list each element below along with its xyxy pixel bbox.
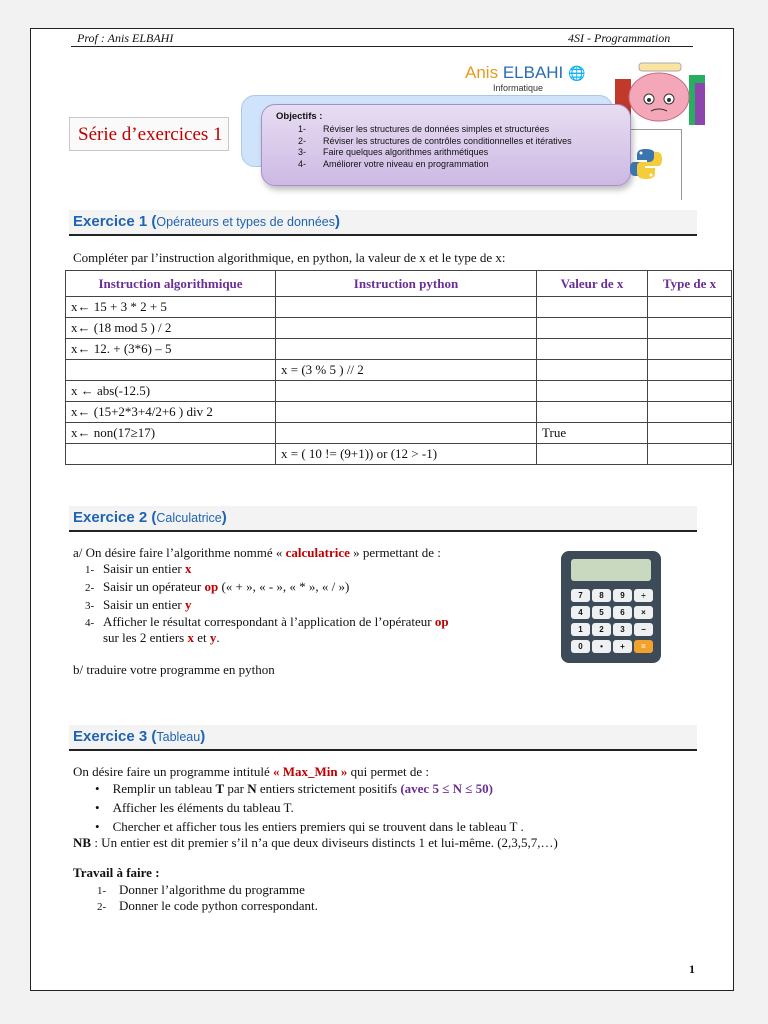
table-cell	[648, 318, 732, 339]
exercise-3-bullet: • Chercher et afficher tous les entiers premiers qui se trouvent dans le tableau T .	[95, 819, 524, 834]
globe-icon: 🌐	[568, 65, 586, 81]
table-cell	[537, 360, 648, 381]
table-cell	[648, 402, 732, 423]
exercise-2-heading: Exercice 2 (Calculatrice)	[69, 506, 697, 532]
table-cell	[648, 339, 732, 360]
table-row	[66, 381, 732, 402]
exercise-2-step-continuation: sur les 2 entiers x et y.	[103, 630, 220, 645]
logo-last-name: ELBAHI	[502, 63, 564, 82]
table-cell	[537, 381, 648, 402]
exercise-3-note: NB : Un entier est dit premier s’il n’a que deux diviseurs distincts 1 et lui-même. (2,3,5,7,…)	[73, 835, 558, 850]
calculator-keypad	[569, 587, 653, 659]
table-cell	[537, 297, 648, 318]
table-row	[66, 297, 732, 318]
series-title: Série d’exercices 1	[69, 117, 229, 151]
calculator-key: 0	[571, 640, 590, 653]
exercise-3-heading: Exercice 3 (Tableau)	[69, 725, 697, 751]
logo-first-name: Anis	[465, 63, 499, 82]
exercise-2-part-b: b/ traduire votre programme en python	[73, 662, 275, 677]
document-page	[30, 28, 734, 991]
calculator-key: 9	[613, 589, 632, 602]
table-row	[66, 444, 732, 465]
calculator-icon	[561, 551, 661, 663]
exercise-2-statement: a/ On désire faire l’algorithme nommé « calculatrice » permettant de :	[73, 545, 441, 560]
objective-item: 1- Réviser les structures de données simples et structurées	[298, 124, 550, 134]
objective-item: 4- Améliorer votre niveau en programmation	[298, 158, 489, 169]
work-item: 2- Donner le code python correspondant.	[97, 898, 318, 913]
table-row	[66, 423, 732, 444]
exercise-1-intro: Compléter par l’instruction algorithmique, en python, la valeur de x et le type de x:	[73, 250, 506, 265]
header-author: Prof : Anis ELBAHI	[77, 31, 174, 45]
table-row	[66, 339, 732, 360]
column-header: Valeur de x	[537, 271, 648, 297]
column-header: Instruction algorithmique	[66, 271, 276, 297]
objectives-box	[261, 104, 631, 186]
calculator-key: ×	[634, 606, 653, 619]
header-course: 4SI - Programmation	[568, 31, 671, 45]
logo-subtitle: Informatique	[493, 83, 544, 93]
work-title: Travail à faire :	[73, 865, 160, 880]
table-cell	[537, 339, 648, 360]
calculator-key: 8	[592, 589, 611, 602]
table-cell	[537, 402, 648, 423]
table-header-row	[66, 271, 732, 297]
objective-item: 3- Faire quelques algorithmes arithmétiques	[298, 147, 489, 157]
table-cell: x← 12. + (3*6) – 5	[66, 339, 276, 360]
table-cell: x← non(17≥17)	[66, 423, 276, 444]
exercise-1-table	[65, 270, 732, 465]
calculator-key: 4	[571, 606, 590, 619]
table-cell: x← (15+2*3+4/2+6 ) div 2	[66, 402, 276, 423]
objectives-list	[298, 124, 572, 170]
objectives-title: Objectifs :	[276, 111, 323, 122]
exercise-2-step: 3- Saisir un entier y	[85, 597, 192, 612]
exercise-3-intro: On désire faire un programme intitulé « Max_Min » qui permet de :	[73, 764, 429, 779]
calculator-key: 6	[613, 606, 632, 619]
table-row	[66, 402, 732, 423]
table-cell: x← (18 mod 5 ) / 2	[66, 318, 276, 339]
python-logo-icon	[629, 147, 663, 181]
column-header: Instruction python	[276, 271, 537, 297]
table-cell	[276, 402, 537, 423]
table-cell: x ← abs(-12.5)	[66, 381, 276, 402]
exercise-2-step: 4- Afficher le résultat correspondant à l’application de l’opérateur op	[85, 614, 449, 629]
table-cell	[648, 423, 732, 444]
table-row	[66, 318, 732, 339]
calculator-screen	[571, 559, 651, 581]
exercise-1-heading: Exercice 1 (Opérateurs et types de données)	[69, 210, 697, 236]
table-cell: x← 15 + 3 * 2 + 5	[66, 297, 276, 318]
calculator-key: •	[592, 640, 611, 653]
table-cell	[66, 444, 276, 465]
table-cell: x = (3 % 5 ) // 2	[276, 360, 537, 381]
table-cell	[537, 444, 648, 465]
exercise-3-bullet: • Afficher les éléments du tableau T.	[95, 800, 294, 815]
calculator-key: 3	[613, 623, 632, 636]
table-cell	[276, 339, 537, 360]
exercise-3-bullet: • Remplir un tableau T par N entiers strictement positifs (avec 5 ≤ N ≤ 50)	[95, 781, 493, 796]
table-cell	[276, 423, 537, 444]
work-item: 1- Donner l’algorithme du programme	[97, 882, 305, 897]
calculator-key: 2	[592, 623, 611, 636]
calculator-key: +	[613, 640, 632, 653]
table-cell	[648, 381, 732, 402]
table-cell	[66, 360, 276, 381]
page-number: 1	[689, 962, 695, 976]
author-logo	[465, 63, 585, 93]
column-header: Type de x	[648, 271, 732, 297]
table-row	[66, 360, 732, 381]
table-cell	[276, 318, 537, 339]
calculator-key: ÷	[634, 589, 653, 602]
header-divider	[71, 46, 693, 47]
table-cell	[276, 381, 537, 402]
table-cell: True	[537, 423, 648, 444]
table-cell	[648, 444, 732, 465]
table-cell	[648, 360, 732, 381]
calculator-key: 5	[592, 606, 611, 619]
table-cell	[537, 318, 648, 339]
calculator-key: 1	[571, 623, 590, 636]
table-cell	[276, 297, 537, 318]
objective-item: 2- Réviser les structures de contrôles conditionnelles et itératives	[298, 135, 572, 146]
exercise-2-step: 1- Saisir un entier x	[85, 561, 192, 576]
table-cell	[648, 297, 732, 318]
table-cell: x = ( 10 != (9+1)) or (12 > -1)	[276, 444, 537, 465]
calculator-key: 7	[571, 589, 590, 602]
calculator-key: −	[634, 623, 653, 636]
calculator-key: =	[634, 640, 653, 653]
exercise-2-step: 2- Saisir un opérateur op (« + », « - », « * », « / »)	[85, 579, 350, 594]
